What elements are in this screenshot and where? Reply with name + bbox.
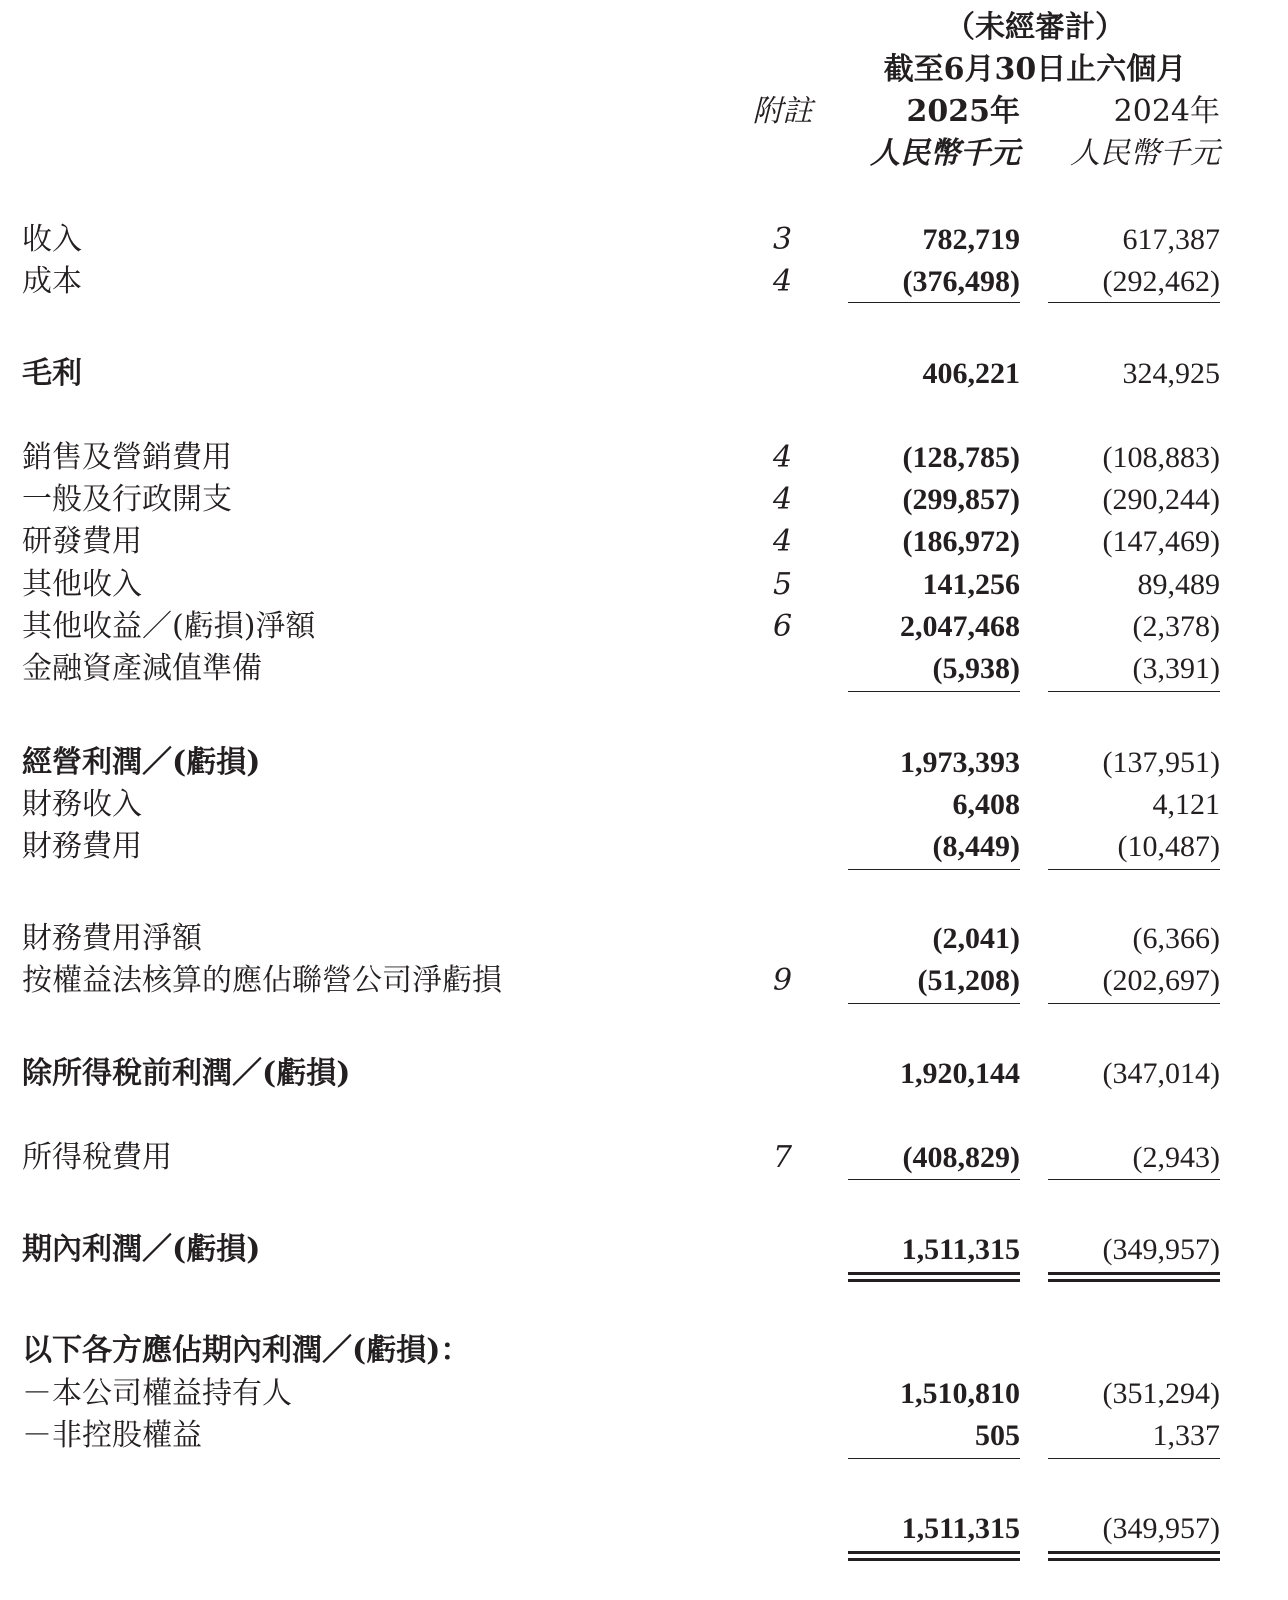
row-value-prior: (3,391): [1132, 652, 1220, 685]
row-value-prior: 617,387: [1122, 223, 1220, 256]
row-label: 金融資產減值準備: [22, 651, 262, 686]
row-finance-costs-net: [0, 918, 1288, 960]
row-label: 財務費用淨額: [22, 921, 202, 956]
subtotal-rule: [848, 1458, 1020, 1459]
row-value-prior: (349,957): [1102, 1233, 1220, 1266]
subtotal-rule: [848, 302, 1020, 303]
total-double-rule: [1048, 1551, 1220, 1554]
row-admin-expenses: [0, 479, 1288, 521]
row-value-prior: 1,337: [1152, 1419, 1220, 1452]
note-heading: 附註: [752, 94, 813, 129]
row-value-current: (408,829): [902, 1141, 1020, 1174]
row-value-current: 1,920,144: [900, 1057, 1020, 1090]
row-note: 6: [772, 609, 793, 644]
row-value-prior: (10,487): [1117, 830, 1220, 863]
row-share-of-associates-loss: [0, 960, 1288, 1002]
row-value-prior: 89,489: [1137, 568, 1220, 601]
total-double-rule: [848, 1558, 1020, 1561]
row-label: 收入: [22, 222, 82, 257]
row-value-prior: 324,925: [1122, 357, 1220, 390]
row-value-current: (8,449): [932, 830, 1020, 863]
period-heading: 截至6月30日止六個月: [883, 52, 1187, 87]
row-value-current: 6,408: [952, 788, 1020, 821]
subtotal-rule: [848, 1179, 1020, 1180]
total-double-rule: [1048, 1558, 1220, 1561]
unaudited-label: （未經審計）: [945, 10, 1125, 45]
row-value-current: 141,256: [922, 568, 1020, 601]
row-other-gains-net: [0, 606, 1288, 648]
row-value-prior: (137,951): [1102, 746, 1220, 779]
row-note: 3: [772, 222, 793, 257]
subtotal-rule: [848, 1003, 1020, 1004]
row-other-income: [0, 564, 1288, 606]
subtotal-rule: [1048, 302, 1220, 303]
row-value-current: 782,719: [922, 223, 1020, 256]
row-rd-expenses: [0, 521, 1288, 563]
row-value-current: 406,221: [922, 357, 1020, 390]
row-gross-profit: [0, 353, 1288, 395]
row-finance-costs: [0, 826, 1288, 868]
row-label: 以下各方應佔期內利潤／(虧損)：: [22, 1333, 471, 1368]
unit-current-heading: 人民幣千元: [870, 136, 1020, 171]
row-value-current: 2,047,468: [900, 610, 1020, 643]
row-value-current: 1,511,315: [901, 1512, 1020, 1545]
row-value-prior: (2,943): [1132, 1141, 1220, 1174]
row-note: 4: [772, 524, 793, 559]
row-label: 所得稅費用: [22, 1140, 172, 1175]
row-operating-profit: [0, 742, 1288, 784]
row-value-current: (51,208): [917, 964, 1020, 997]
year-current-heading: 2025年: [906, 94, 1020, 129]
subtotal-rule: [1048, 691, 1220, 692]
total-double-rule: [1048, 1279, 1220, 1282]
row-label: －本公司權益持有人: [22, 1376, 292, 1411]
row-note: 5: [772, 567, 793, 602]
row-revenue: [0, 219, 1288, 261]
unit-prior-heading: 人民幣千元: [1070, 136, 1220, 171]
total-double-rule: [848, 1272, 1020, 1275]
row-label: 按權益法核算的應佔聯營公司淨虧損: [22, 963, 502, 998]
subtotal-rule: [848, 869, 1020, 870]
row-label: 研發費用: [22, 524, 142, 559]
row-non-controlling-interests: [0, 1415, 1288, 1457]
subtotal-rule: [1048, 869, 1220, 870]
row-value-current: 505: [975, 1419, 1020, 1452]
row-note: 9: [772, 963, 793, 998]
row-label: 其他收入: [22, 567, 142, 602]
row-label: 一般及行政開支: [22, 482, 232, 517]
row-value-current: (128,785): [902, 441, 1020, 474]
row-label: 財務費用: [22, 829, 142, 864]
row-value-current: (2,041): [932, 922, 1020, 955]
row-selling-expenses: [0, 437, 1288, 479]
row-attributable-heading: [0, 1330, 1288, 1372]
row-impairment: [0, 648, 1288, 690]
total-double-rule: [848, 1279, 1020, 1282]
row-value-prior: (349,957): [1102, 1512, 1220, 1545]
row-equity-holders: [0, 1373, 1288, 1415]
subtotal-rule: [1048, 1458, 1220, 1459]
row-label: 除所得稅前利潤／(虧損): [22, 1056, 351, 1091]
row-value-current: 1,973,393: [900, 746, 1020, 779]
row-note: 4: [772, 440, 793, 475]
row-label: 期內利潤／(虧損): [22, 1232, 261, 1267]
row-income-tax: [0, 1137, 1288, 1179]
total-double-rule: [1048, 1272, 1220, 1275]
subtotal-rule: [1048, 1003, 1220, 1004]
row-finance-income: [0, 784, 1288, 826]
row-note: 4: [772, 482, 793, 517]
row-value-current: 1,511,315: [901, 1233, 1020, 1266]
row-label: 銷售及營銷費用: [22, 440, 232, 475]
subtotal-rule: [848, 691, 1020, 692]
row-value-prior: (351,294): [1102, 1377, 1220, 1410]
row-value-current: (299,857): [902, 483, 1020, 516]
row-label: 毛利: [22, 356, 82, 391]
row-value-prior: 4,121: [1152, 788, 1220, 821]
row-profit-for-period: [0, 1229, 1288, 1271]
row-value-current: (5,938): [932, 652, 1020, 685]
row-label: 成本: [22, 264, 82, 299]
row-label: 財務收入: [22, 787, 142, 822]
row-value-prior: (202,697): [1102, 964, 1220, 997]
row-value-prior: (347,014): [1102, 1057, 1220, 1090]
row-note: 7: [772, 1140, 793, 1175]
row-value-prior: (6,366): [1132, 922, 1220, 955]
row-note: 4: [772, 264, 793, 299]
row-value-current: 1,510,810: [900, 1377, 1020, 1410]
row-value-current: (376,498): [902, 265, 1020, 298]
row-profit-before-tax: [0, 1053, 1288, 1095]
row-label: 其他收益／(虧損)淨額: [22, 609, 316, 644]
row-cost: [0, 261, 1288, 303]
row-label: 經營利潤／(虧損): [22, 745, 261, 780]
row-value-prior: (292,462): [1102, 265, 1220, 298]
year-prior-heading: 2024年: [1113, 94, 1220, 129]
row-value-prior: (147,469): [1102, 525, 1220, 558]
row-value-prior: (108,883): [1102, 441, 1220, 474]
total-double-rule: [848, 1551, 1020, 1554]
row-label: －非控股權益: [22, 1418, 202, 1453]
row-value-prior: (2,378): [1132, 610, 1220, 643]
row-value-current: (186,972): [902, 525, 1020, 558]
row-attributable-total: [0, 1508, 1288, 1550]
subtotal-rule: [1048, 1179, 1220, 1180]
row-value-prior: (290,244): [1102, 483, 1220, 516]
